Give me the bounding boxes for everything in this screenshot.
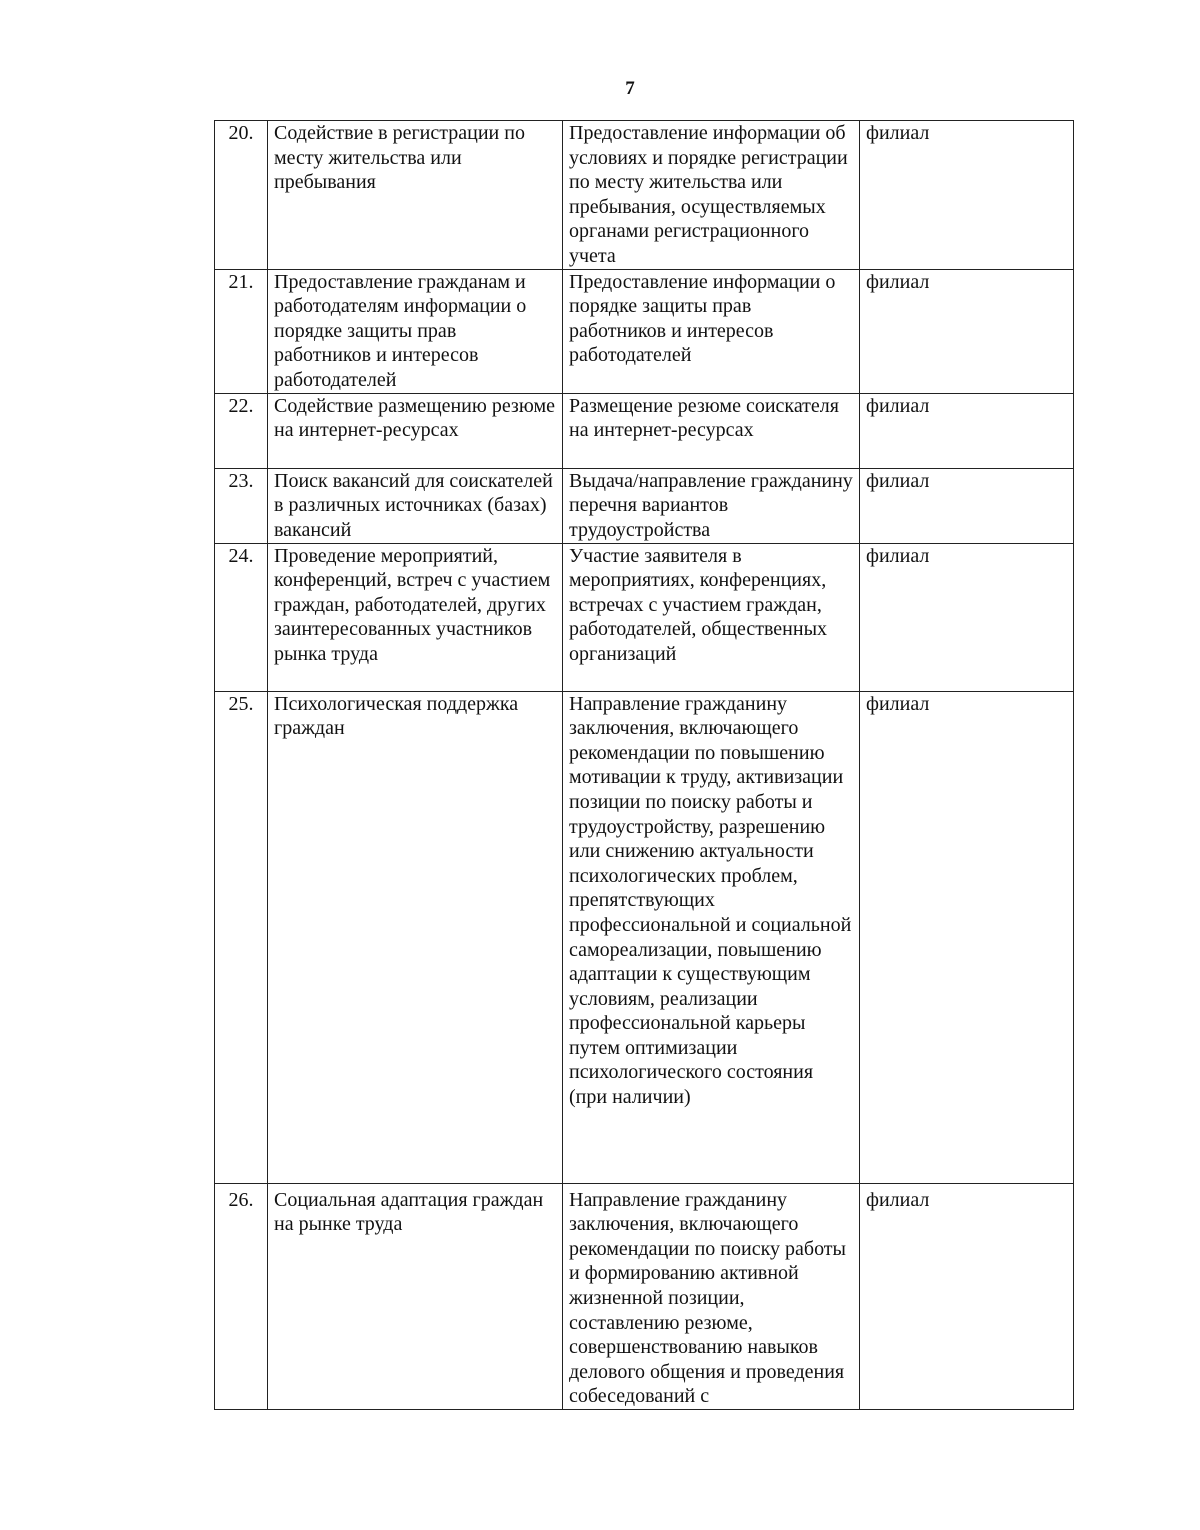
row-number: 21. <box>215 269 268 393</box>
executor: филиал <box>860 393 1074 468</box>
row-number: 22. <box>215 393 268 468</box>
service-result: Размещение резюме соискателя на интернет-ресурсах <box>563 393 860 468</box>
service-name: Проведение мероприятий, конференций, встреч с участием граждан, работодателей, других заинтересованных участников рынка труда <box>268 543 563 691</box>
service-result: Участие заявителя в мероприятиях, конференциях, встречах с участием граждан, работодателей, общественных организаций <box>563 543 860 691</box>
service-name: Содействие размещению резюме на интернет-ресурсах <box>268 393 563 468</box>
service-name: Психологическая поддержка граждан <box>268 691 563 1183</box>
row-number: 26. <box>215 1183 268 1409</box>
row-number: 25. <box>215 691 268 1183</box>
executor: филиал <box>860 691 1074 1183</box>
service-name: Содействие в регистрации по месту жительства или пребывания <box>268 121 563 270</box>
executor: филиал <box>860 269 1074 393</box>
service-result: Предоставление информации о порядке защиты прав работников и интересов работодателей <box>563 269 860 393</box>
service-name: Поиск вакансий для соискателей в различных источниках (базах) вакансий <box>268 468 563 543</box>
table-row <box>215 1183 1074 1409</box>
table-row <box>215 468 1074 543</box>
table-row <box>215 543 1074 691</box>
executor: филиал <box>860 468 1074 543</box>
table-row <box>215 269 1074 393</box>
service-name: Предоставление гражданам и работодателям информации о порядке защиты прав работников и интересов работодателей <box>268 269 563 393</box>
row-number: 23. <box>215 468 268 543</box>
service-result: Направление гражданину заключения, включающего рекомендации по повышению мотивации к труду, активизации позиции по поиску работы и трудоустройству, разрешению или снижению актуальности психологических проблем, препятствующих профессиональной и социальной самореализации, повышению адаптации к существующим условиям, реализации профессиональной карьеры путем оптимизации психологического состояния (при наличии) <box>563 691 860 1183</box>
table-row <box>215 691 1074 1183</box>
service-result: Направление гражданину заключения, включающего рекомендации по поиску работы и формированию активной жизненной позиции, составлению резюме, совершенствованию навыков делового общения и проведения собеседований с <box>563 1183 860 1409</box>
service-result: Предоставление информации об условиях и порядке регистрации по месту жительства или пребывания, осуществляемых органами регистрационного учета <box>563 121 860 270</box>
executor: филиал <box>860 121 1074 270</box>
executor: филиал <box>860 543 1074 691</box>
services-table <box>214 120 1074 1410</box>
row-number: 20. <box>215 121 268 270</box>
table-row <box>215 121 1074 270</box>
executor: филиал <box>860 1183 1074 1409</box>
service-name: Социальная адаптация граждан на рынке труда <box>268 1183 563 1409</box>
page-number: 7 <box>625 78 635 99</box>
table-row <box>215 393 1074 468</box>
service-result: Выдача/направление гражданину перечня вариантов трудоустройства <box>563 468 860 543</box>
row-number: 24. <box>215 543 268 691</box>
